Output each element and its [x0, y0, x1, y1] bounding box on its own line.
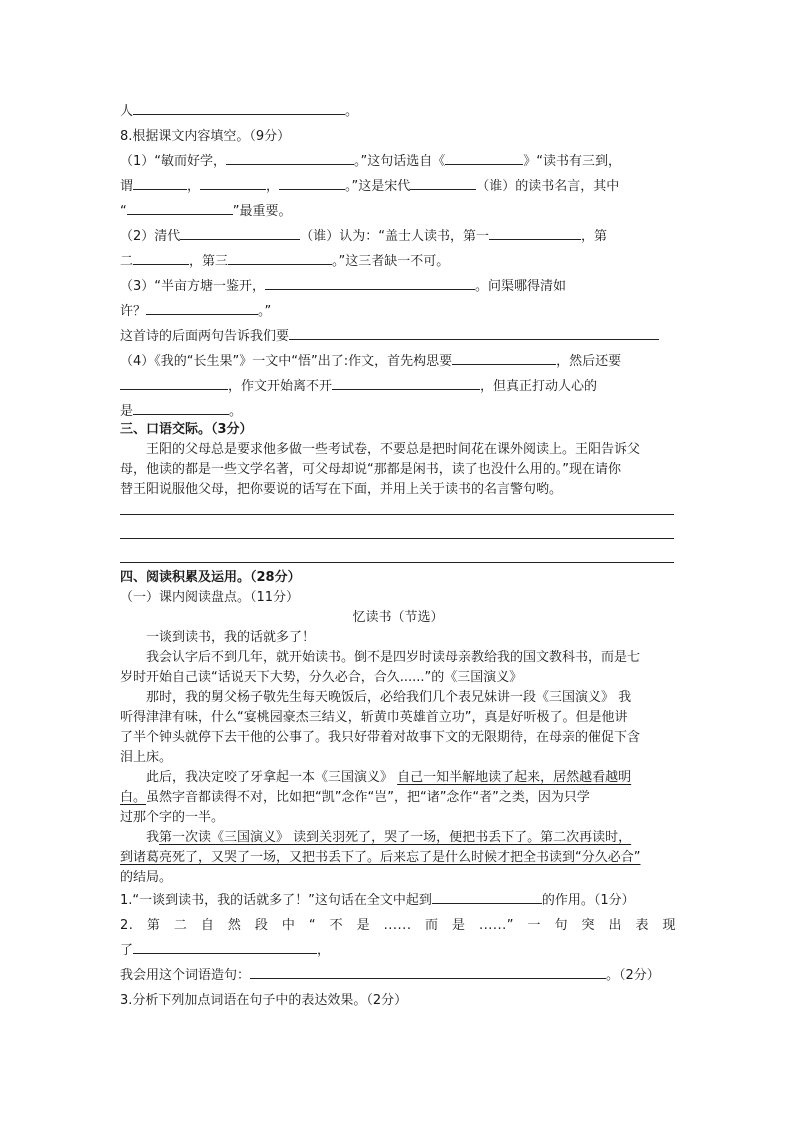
q8-part4-line1	[120, 350, 676, 374]
section4-title: 四、阅读积累及运用。（28分）	[120, 570, 301, 585]
q8-blank-9[interactable]	[489, 225, 581, 240]
q8-blank-1[interactable]	[226, 150, 354, 165]
q8-blank-13[interactable]	[146, 300, 258, 315]
q8-part1-line2	[120, 175, 676, 199]
q8-text: 。”这句话选自《	[354, 154, 446, 169]
q8-text: “	[120, 204, 127, 219]
q8-title: 8.根据课文内容填空。（9分）	[120, 129, 291, 144]
q8-text: ”最重要。	[232, 204, 292, 219]
q8-blank-6[interactable]	[410, 175, 476, 190]
q8-text: （谁）的读书名言，其中	[476, 179, 620, 194]
q8-blank-15[interactable]	[452, 350, 556, 365]
passage-line: 的结局。	[120, 870, 173, 885]
question-text: 的作用。（1分）	[541, 893, 635, 908]
q8-blank-8[interactable]	[180, 225, 300, 240]
answer-rule-2[interactable]	[120, 538, 674, 539]
section3-paragraph-line: 母，他读的都是一些文学名著，可父母却说“那都是闲书，读了也没什么用的。”现在请你	[120, 462, 621, 477]
q8-part3-line3	[120, 325, 676, 349]
passage-text: 我	[146, 830, 160, 845]
passage-title: 忆读书（节选）	[352, 610, 444, 625]
q8-text: （3）“半亩方塘一鉴开，	[120, 279, 266, 294]
q8-text: （1）“敏而好学，	[120, 154, 227, 169]
answer-rule-1[interactable]	[120, 514, 674, 515]
q8-part3-line1	[120, 275, 676, 299]
q8-text: 。”这三者缺一不可。	[332, 254, 450, 269]
q8-part3-line2	[120, 300, 676, 324]
question-2-line2	[120, 939, 676, 963]
q8-text: 谓	[120, 179, 134, 194]
q8-blank-5[interactable]	[279, 175, 345, 190]
section3-title: 三、口语交际。（3分）	[120, 422, 253, 437]
question-1	[120, 889, 676, 913]
section3-paragraph-line: 替王阳说服他父母，把你要说的话写在下面，并用上关于读书的名言警句哟。	[120, 482, 563, 497]
q8-part2-line2	[120, 250, 676, 274]
q8-blank-2[interactable]	[445, 150, 523, 165]
question-1-blank[interactable]	[432, 889, 542, 904]
question-2-sentence-blank[interactable]	[250, 964, 606, 979]
wavy-underlined-text: 白。	[120, 790, 147, 805]
passage-line: 我会认字后不到几年，就开始读书。倒不是四岁时读母亲教给我的国文教科书，而是七	[146, 650, 641, 665]
q8-blank-12[interactable]	[265, 275, 475, 290]
q8-text: ，但真正打动人心的	[480, 379, 598, 394]
passage-line: 了半个钟头就停下去干他的公事了。我只好带着对故事下文的无限期待，在母亲的催促下含	[120, 730, 641, 745]
q8-text: （2）清代	[120, 229, 181, 244]
q8-blank-3[interactable]	[133, 175, 187, 190]
q8-part1-line1	[120, 150, 676, 174]
passage-line: 听得津津有味，什么“宴桃园豪杰三结义，斩黄巾英雄首立功”，真是好听极了。但是他讲	[120, 710, 628, 725]
passage-text: 此后，我决定咬了牙拿起一本《三国演义》	[146, 770, 398, 785]
question-text: 我会用这个词语造句：	[120, 968, 251, 983]
q8-text: 。问渠哪得清如	[475, 279, 567, 294]
passage-text: 虽然字音都读得不对，比如把“凯”念作“岂”，把“诸”念作“者”之类，因为只学	[146, 790, 590, 805]
passage-line: 那时，我的舅父杨子敬先生每天晚饭后，必给我们几个表兄妹讲一段《三国演义》 我	[146, 690, 632, 705]
q8-text: 二	[120, 254, 134, 269]
q8-text: ，第三	[189, 254, 229, 269]
q8-text: 这首诗的后面两句告诉我们要	[120, 329, 290, 344]
q8-blank-7[interactable]	[127, 200, 233, 215]
q7-prefix: 人	[120, 104, 134, 119]
q8-text: 。”这是宋代	[345, 179, 411, 194]
section3-paragraph-line: 王阳的父母总是要求他多做一些考试卷，不要总是把时间花在课外阅读上。王阳告诉父	[146, 442, 641, 457]
q8-text: 许？	[120, 304, 147, 319]
q8-blank-4[interactable]	[200, 175, 266, 190]
question-2-line3	[120, 964, 676, 988]
q8-blank-14[interactable]	[289, 325, 659, 340]
q8-part4-line2	[120, 375, 676, 399]
q8-blank-10[interactable]	[133, 250, 189, 265]
section4-subtitle: （一）课内阅读盘点。（11分）	[120, 590, 300, 605]
question-text: 了	[120, 943, 134, 958]
q8-text: 。”	[258, 304, 272, 319]
q8-text: 。	[229, 404, 243, 419]
q8-part2-line1	[120, 225, 676, 249]
q7-blank[interactable]	[133, 100, 345, 115]
q7-suffix: 。	[345, 104, 359, 119]
q8-text: ，然后还要	[556, 354, 622, 369]
wavy-underlined-text: 到诸葛亮死了，又哭了一场，又把书丢下了。后来忘了是什么时候才把全书读到“分久必合”	[120, 850, 641, 865]
question-text: 1.“一谈到读书，我的话就多了！”这句话在全文中起到	[120, 893, 432, 908]
q8-text: ，	[187, 179, 201, 194]
q8-blank-18[interactable]	[133, 400, 229, 415]
passage-line: 一谈到读书，我的话就多了！	[146, 630, 316, 645]
q8-part1-line3	[120, 200, 676, 224]
q8-text: 是	[120, 404, 134, 419]
q7-answer-line	[120, 100, 676, 124]
question-text: ，	[317, 943, 331, 958]
wavy-underlined-text: 自己一知半解地读了起来，居然越看越明	[397, 770, 632, 785]
question-3: 3.分析下列加点词语在句子中的表达效果。（2分）	[120, 993, 408, 1008]
q8-blank-16[interactable]	[120, 375, 228, 390]
q8-text: 》“读书有三到，	[523, 154, 622, 169]
q8-text: （谁）认为：“盖士人读书，第一	[300, 229, 490, 244]
passage-line: 岁时开始自己读“话说天下大势，分久必合，合久......”的《三国演义》	[120, 670, 523, 685]
question-2-line1: 2.第二自然段中“不是......而是......”一句突出表现	[120, 918, 676, 933]
passage-line: 泪上床。	[120, 750, 173, 765]
q8-blank-17[interactable]	[332, 375, 480, 390]
q8-text: ，	[266, 179, 280, 194]
q8-text: （4）《我的“长生果”》一文中“悟”出了:作文，首先构思要	[120, 354, 453, 369]
q8-text: ，第	[581, 229, 608, 244]
question-text: 。（2分）	[606, 968, 660, 983]
answer-rule-3[interactable]	[120, 562, 674, 563]
q8-blank-11[interactable]	[228, 250, 332, 265]
wavy-underlined-text: 第一次读《三国演义》 读到关羽死了，哭了一场，便把书丢下了。第二次再读时，	[159, 830, 632, 845]
question-2-blank[interactable]	[133, 939, 317, 954]
q8-text: ，作文开始离不开	[228, 379, 333, 394]
passage-line: 过那个字的一半。	[120, 810, 225, 825]
